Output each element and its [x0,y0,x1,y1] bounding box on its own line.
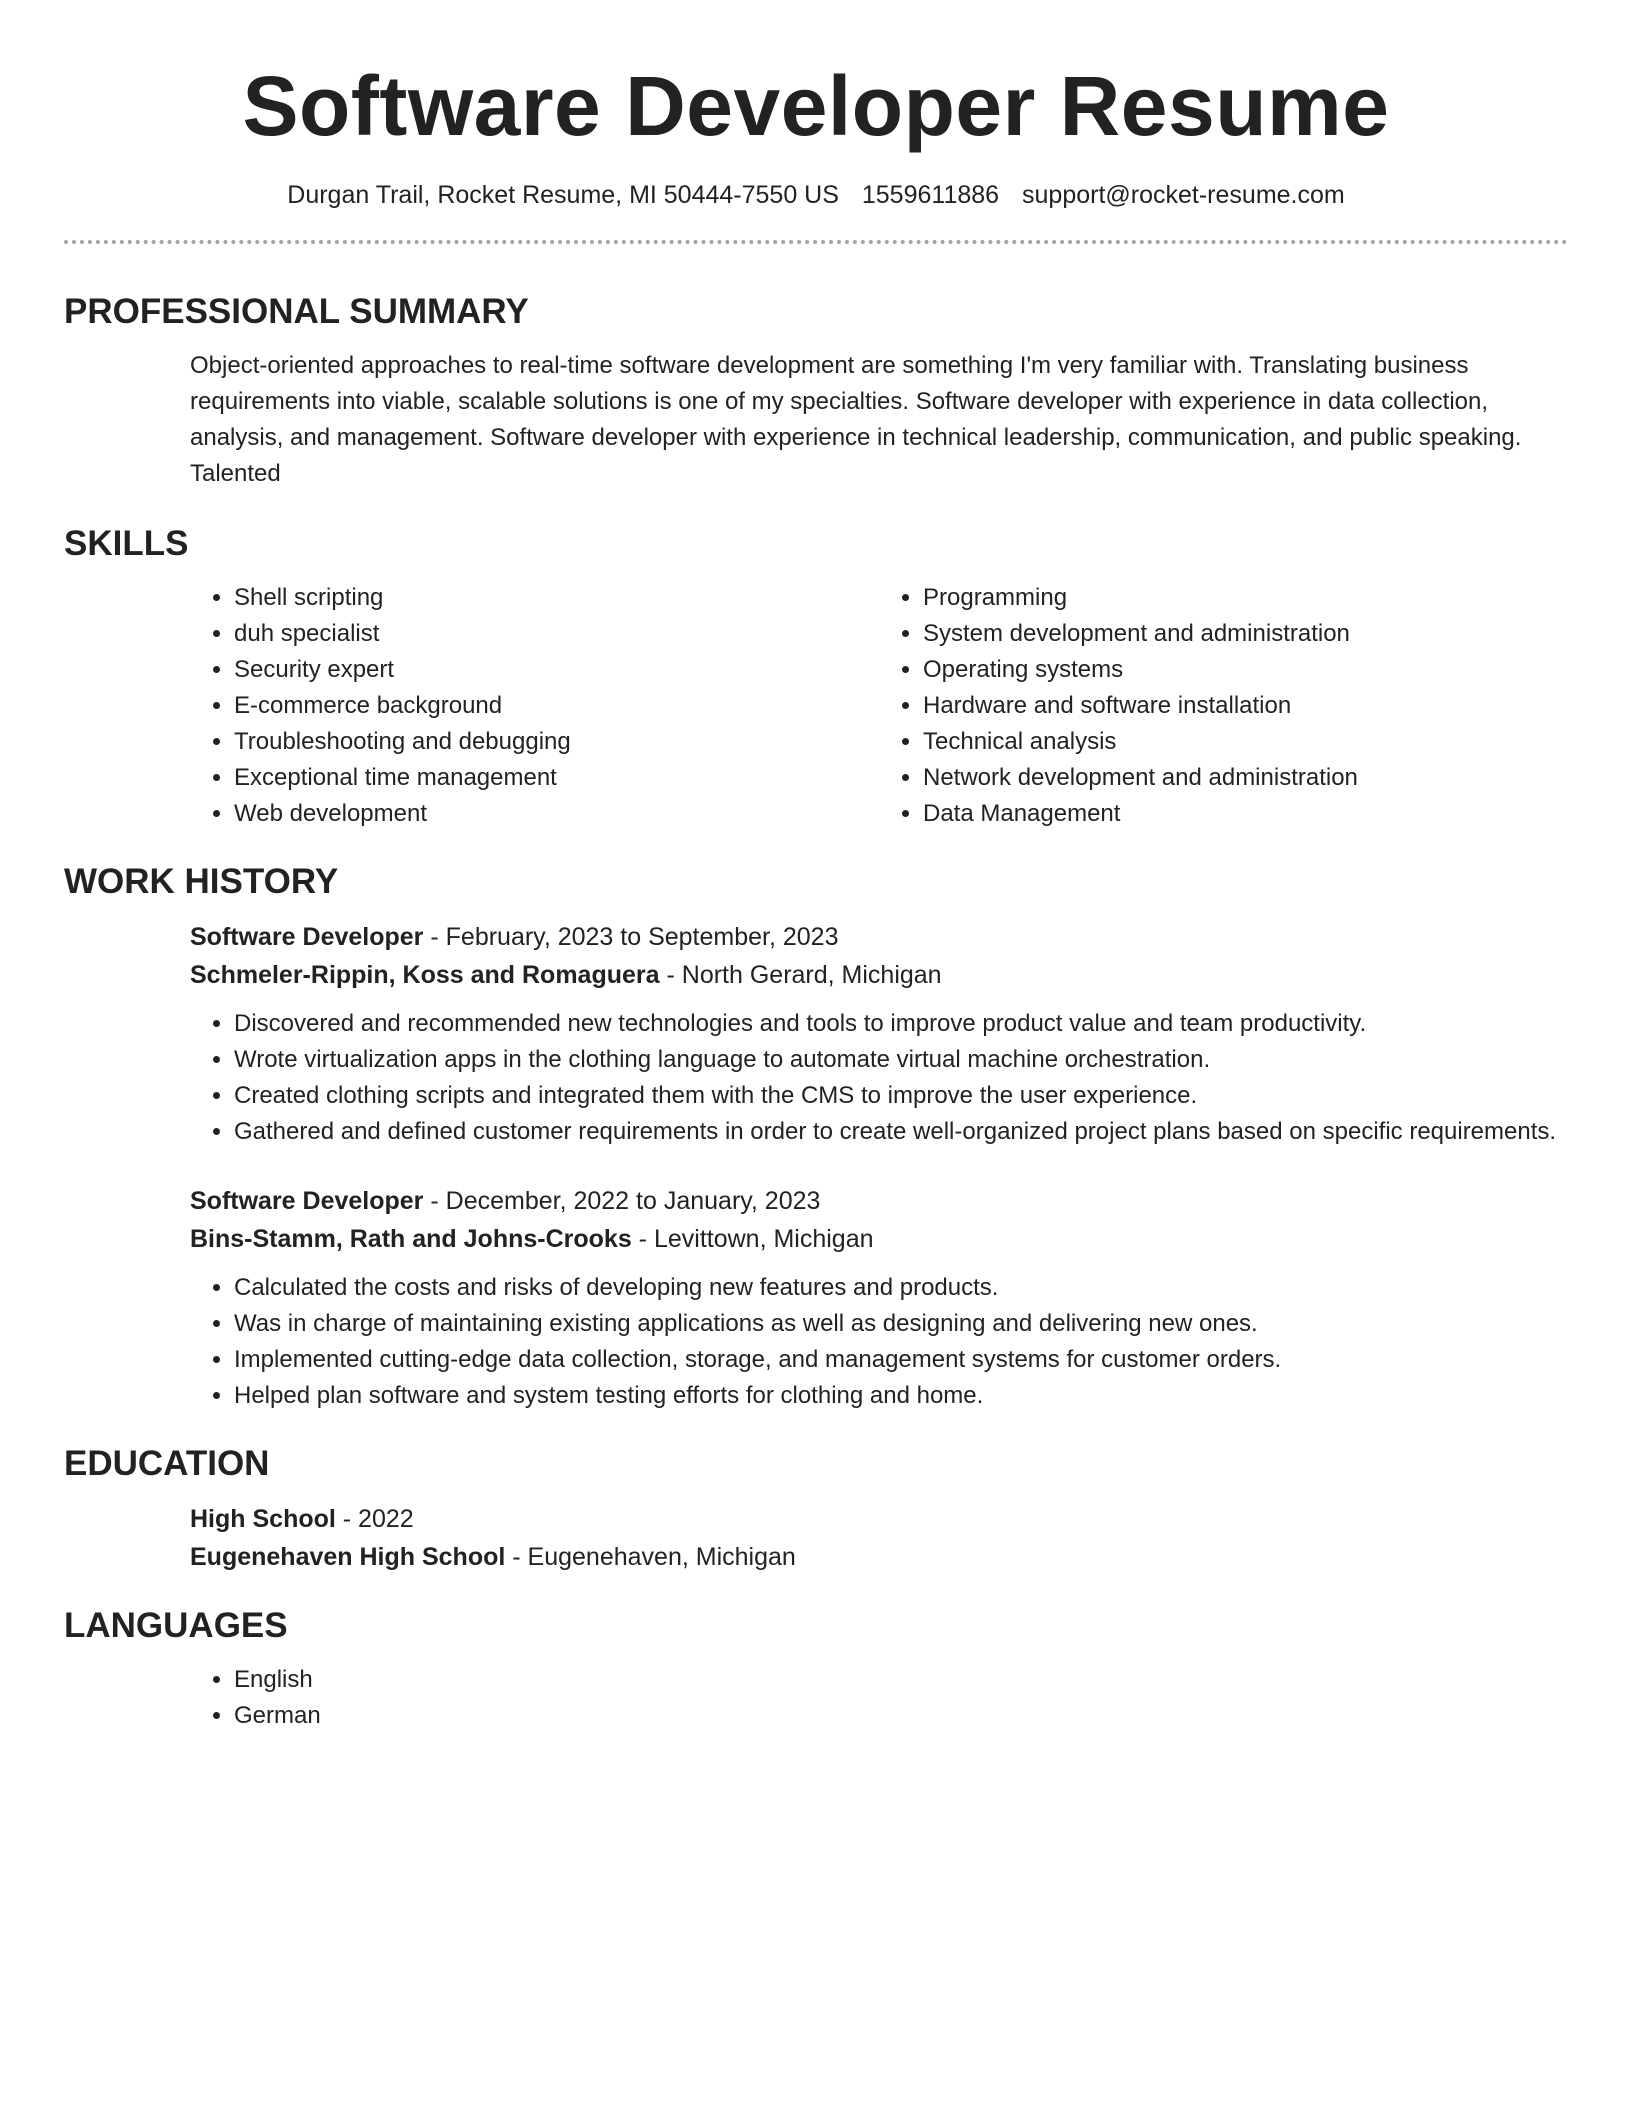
skill-item: • Programming [923,580,1568,616]
job-bullets [190,1270,1568,1414]
job-entry [190,1182,1568,1414]
skill-item: • Web development [234,796,879,832]
education-degree-line [190,1500,1568,1538]
language-item: • German [234,1698,1568,1734]
job-location: - Levittown, Michigan [631,1225,874,1253]
languages-section [64,1604,1568,1734]
skill-item: • Security expert [234,652,879,688]
job-bullet: • Implemented cutting-edge data collection, storage, and management systems for customer orders. [234,1342,1568,1378]
contact-line [64,178,1568,212]
job-title: Software Developer [190,923,424,951]
education-school: Eugenehaven High School [190,1543,506,1571]
skill-item: • duh specialist [234,616,879,652]
education-heading: EDUCATION [64,1444,270,1483]
education-school-line [190,1538,1568,1576]
education-degree: High School [190,1505,336,1533]
skill-item: • Technical analysis [923,724,1568,760]
job-bullet: • Was in charge of maintaining existing applications as well as designing and delivering new ones. [234,1306,1568,1342]
job-bullet: • Created clothing scripts and integrated them with the CMS to improve the user experience. [234,1078,1568,1114]
skill-item: • Operating systems [923,652,1568,688]
skill-item: • Network development and administration [923,760,1568,796]
job-bullets [190,1006,1568,1150]
work-history-section [64,860,1568,1414]
summary-text: Object-oriented approaches to real-time software development are something I'm very familiar with. Translating business requirements into viable, scalable solutions is one of my specialties. Software developer with experience in data collection, analysis, and management. Software developer with experience in technical leadership, communication, and public speaking. Talented [190,352,1522,487]
job-dates: - February, 2023 to September, 2023 [423,923,839,951]
skill-item: • Troubleshooting and debugging [234,724,879,760]
education-section [64,1442,1568,1576]
job-entry [190,918,1568,1150]
skill-item: • Data Management [923,796,1568,832]
job-bullet: • Calculated the costs and risks of developing new features and products. [234,1270,1568,1306]
skills-left-list [190,580,879,832]
skills-grid [190,580,1568,832]
job-company-line [190,956,1568,994]
languages-heading: LANGUAGES [64,1606,288,1645]
education-location: - Eugenehaven, Michigan [505,1543,796,1571]
languages-list [190,1662,1568,1734]
job-location: - North Gerard, Michigan [659,961,942,989]
job-title-line [190,1182,1568,1220]
language-item: • English [234,1662,1568,1698]
job-title: Software Developer [190,1187,424,1215]
job-bullet: • Helped plan software and system testing efforts for clothing and home. [234,1378,1568,1414]
job-bullet: • Gathered and defined customer requirements in order to create well-organized project plans based on specific requirements. [234,1114,1568,1150]
job-company: Schmeler-Rippin, Koss and Romaguera [190,961,660,989]
skill-item: • System development and administration [923,616,1568,652]
job-company: Bins-Stamm, Rath and Johns-Crooks [190,1225,632,1253]
skills-section [64,522,1568,832]
resume-title: Software Developer Resume [242,59,1390,153]
job-title-line [190,918,1568,956]
contact-address: Durgan Trail, Rocket Resume, MI 50444-7550 US [287,181,839,209]
skill-item: • Exceptional time management [234,760,879,796]
skills-heading: SKILLS [64,524,189,563]
skills-right-list [879,580,1568,832]
contact-phone: 1559611886 [861,181,1000,209]
skill-item: • Shell scripting [234,580,879,616]
summary-section [64,290,1568,492]
header-divider [64,240,1568,244]
skill-item: • Hardware and software installation [923,688,1568,724]
job-dates: - December, 2022 to January, 2023 [423,1187,821,1215]
job-bullet: • Discovered and recommended new technologies and tools to improve product value and team productivity. [234,1006,1568,1042]
job-company-line [190,1220,1568,1258]
job-bullet: • Wrote virtualization apps in the clothing language to automate virtual machine orchestration. [234,1042,1568,1078]
work-history-heading: WORK HISTORY [64,862,339,901]
education-year: - 2022 [335,1505,414,1533]
skill-item: • E-commerce background [234,688,879,724]
contact-email: support@rocket-resume.com [1022,181,1345,209]
summary-heading: PROFESSIONAL SUMMARY [64,292,529,331]
